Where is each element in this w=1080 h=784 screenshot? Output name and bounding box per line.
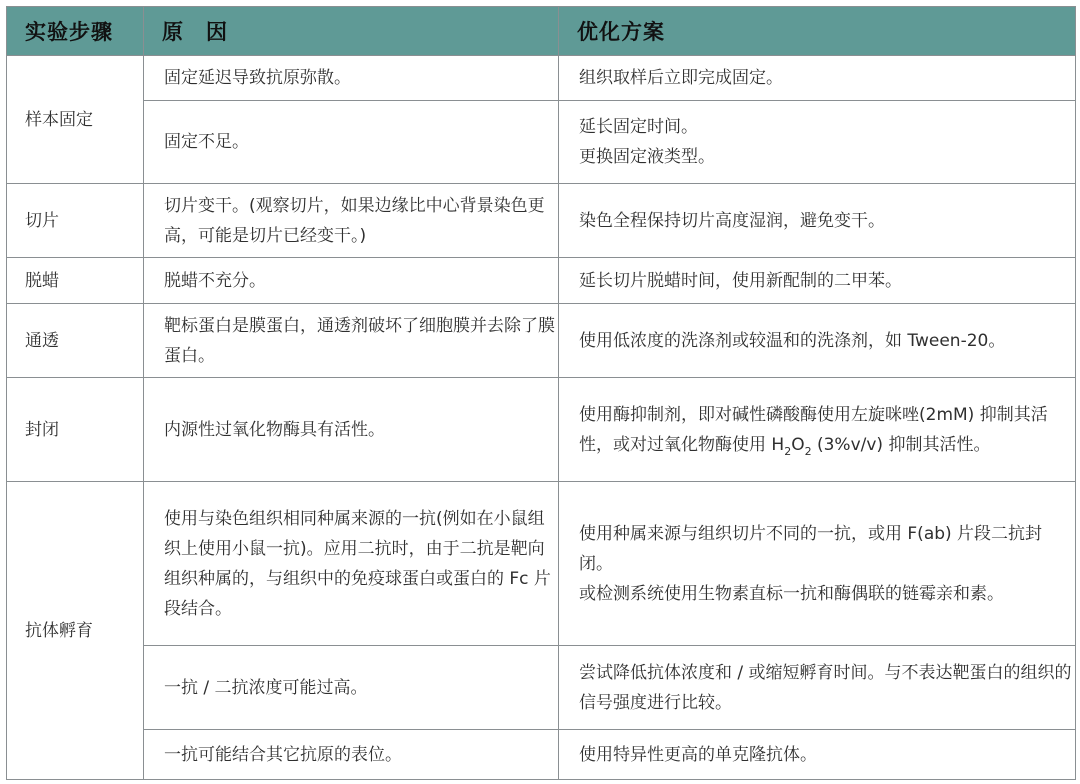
solution-line: 更换固定液类型。 — [579, 147, 715, 167]
table-row — [7, 184, 1076, 258]
reason-cell: 内源性过氧化物酶具有活性。 — [144, 378, 559, 482]
solution-cell: 染色全程保持切片高度湿润，避免变干。 — [559, 184, 1076, 258]
solution-cell: 尝试降低抗体浓度和 / 或缩短孵育时间。与不表达靶蛋白的组织的信号强度进行比较。 — [559, 646, 1076, 730]
reason-cell: 固定延迟导致抗原弥散。 — [144, 56, 559, 101]
solution-line: 使用种属来源与组织切片不同的一抗，或用 F(ab) 片段二抗封闭。 — [579, 523, 1043, 574]
step-sectioning: 切片 — [7, 184, 144, 258]
solution-cell — [559, 101, 1076, 184]
solution-line: 延长固定时间。 — [579, 117, 698, 137]
solution-cell: 组织取样后立即完成固定。 — [559, 56, 1076, 101]
solution-line: 或检测系统使用生物素直标一抗和酶偶联的链霉亲和素。 — [579, 583, 1004, 604]
reason-cell: 一抗可能结合其它抗原的表位。 — [144, 730, 559, 780]
reason-cell: 脱蜡不充分。 — [144, 258, 559, 304]
solution-cell: 延长切片脱蜡时间，使用新配制的二甲苯。 — [559, 258, 1076, 304]
troubleshooting-table — [6, 6, 1076, 780]
table-row — [7, 646, 1076, 730]
reason-cell: 靶标蛋白是膜蛋白，通透剂破坏了细胞膜并去除了膜蛋白。 — [144, 304, 559, 378]
table-row — [7, 378, 1076, 482]
table-row — [7, 730, 1076, 780]
reason-cell: 一抗 / 二抗浓度可能过高。 — [144, 646, 559, 730]
header-reason: 原 因 — [144, 7, 559, 56]
solution-cell: 使用低浓度的洗涤剂或较温和的洗涤剂，如 Tween-20。 — [559, 304, 1076, 378]
reason-cell: 固定不足。 — [144, 101, 559, 184]
solution-cell — [559, 378, 1076, 482]
table-row — [7, 56, 1076, 101]
reason-cell: 使用与染色组织相同种属来源的一抗(例如在小鼠组织上使用小鼠一抗)。应用二抗时，由于二抗是靶向组织种属的，与组织中的免疫球蛋白或蛋白的 Fc 片段结合。 — [144, 482, 559, 646]
step-dewax: 脱蜡 — [7, 258, 144, 304]
reason-cell: 切片变干。(观察切片，如果边缘比中心背景染色更高，可能是切片已经变干。) — [144, 184, 559, 258]
solution-text: O — [791, 434, 805, 455]
subscript: 2 — [804, 444, 812, 458]
header-step: 实验步骤 — [7, 7, 144, 56]
step-fixation: 样本固定 — [7, 56, 144, 184]
solution-cell: 使用特异性更高的单克隆抗体。 — [559, 730, 1076, 780]
header-solution: 优化方案 — [559, 7, 1076, 56]
step-permeabilization: 通透 — [7, 304, 144, 378]
table-row — [7, 304, 1076, 378]
table-row — [7, 258, 1076, 304]
solution-text: (3%v/v) 抑制其活性。 — [811, 434, 991, 455]
header-row — [7, 7, 1076, 56]
subscript: 2 — [784, 444, 792, 458]
table-row — [7, 482, 1076, 646]
solution-cell — [559, 482, 1076, 646]
step-blocking: 封闭 — [7, 378, 144, 482]
step-incubation: 抗体孵育 — [7, 482, 144, 780]
table-row — [7, 101, 1076, 184]
solution-text: 使用酶抑制剂，即对碱性磷酸酶使用左旋咪唑(2mM) 抑制其活性，或对过氧化物酶使用 H — [579, 404, 1048, 455]
